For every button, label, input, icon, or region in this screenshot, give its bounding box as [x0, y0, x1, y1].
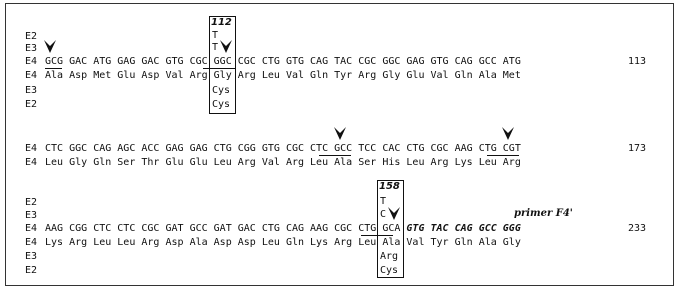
dna-codon: CTC [93, 223, 112, 234]
box-amino-acid: Arg [380, 251, 399, 262]
amino-acid: Arg [141, 237, 160, 248]
site-underline [319, 155, 351, 156]
dna-codon: GTG [165, 56, 184, 67]
amino-acid: Glu [189, 157, 208, 168]
amino-acid: Arg [502, 157, 521, 168]
amino-acid: Ala [478, 70, 497, 81]
amino-acid: Gly [382, 70, 401, 81]
amino-acid: Leu [45, 157, 64, 168]
box-letter: T [212, 42, 219, 53]
dna-codon: ACC [141, 143, 160, 154]
dna-codon: CTG [478, 143, 497, 154]
amino-acid: Asp [213, 237, 232, 248]
dna-codon: GTG [261, 143, 280, 154]
dna-codon: CGG [237, 143, 256, 154]
box-amino-acid: Cys [212, 99, 231, 110]
dna-codon: CGC [141, 223, 160, 234]
amino-acid: Gln [93, 157, 112, 168]
amino-acid: Tyr [334, 70, 353, 81]
amino-acid: Arg [237, 157, 256, 168]
dna-codon: GAC [141, 56, 160, 67]
position-number: 113 [628, 56, 647, 67]
dna-row-label: E4 [25, 223, 38, 234]
dna-codon: CTG [213, 143, 232, 154]
dna-codon: CGC [334, 223, 353, 234]
amino-acid: Ala [334, 157, 353, 168]
dna-codon: CTG [261, 223, 280, 234]
cleavage-arrow-icon [334, 127, 346, 141]
dna-codon: CGC [285, 143, 304, 154]
amino-acid: Gln [454, 237, 473, 248]
dna-codon: GCA [382, 223, 401, 234]
amino-acid: Leu [358, 237, 377, 248]
site-underline [487, 155, 519, 156]
dna-codon: AAG [45, 223, 64, 234]
dna-codon: GAT [165, 223, 184, 234]
dna-codon: CGC [237, 56, 256, 67]
dna-codon: CAG [285, 223, 304, 234]
dna-sequence-row [45, 223, 521, 235]
protein-row-label: E4 [25, 237, 38, 248]
dna-codon: CTC [310, 143, 329, 154]
dna-codon: CTG [406, 143, 425, 154]
dna-codon: GTG [430, 56, 449, 67]
allele-label-e3-bottom: E3 [25, 85, 38, 96]
allele-label-e2-top: E2 [25, 31, 38, 42]
dna-codon: GGC [382, 56, 401, 67]
allele-label-e2-top: E2 [25, 197, 38, 208]
dna-codon: CGC [358, 56, 377, 67]
amino-acid: Leu [213, 157, 232, 168]
dna-codon: CTC [117, 223, 136, 234]
dna-codon: GCC [334, 143, 353, 154]
dna-codon: ATG [502, 56, 521, 67]
box-letter: T [212, 30, 219, 41]
dna-codon: GAG [117, 56, 136, 67]
amino-acid: Arg [237, 70, 256, 81]
amino-acid: Val [430, 70, 449, 81]
amino-acid: Glu [406, 70, 425, 81]
site-underline [361, 235, 393, 236]
amino-acid: Asp [165, 237, 184, 248]
allele-label-e3-top: E3 [25, 210, 38, 221]
amino-acid: Arg [334, 237, 353, 248]
amino-acid: Gln [285, 237, 304, 248]
amino-acid: Asp [237, 237, 256, 248]
dna-codon: ATG [93, 56, 112, 67]
dna-codon: CAC [382, 143, 401, 154]
dna-codon: CAG [454, 56, 473, 67]
dna-codon: GCG [45, 56, 64, 67]
protein-sequence-row [45, 157, 521, 169]
dna-codon: GAC [69, 56, 88, 67]
amino-acid: Gln [454, 70, 473, 81]
dna-codon: CGT [502, 143, 521, 154]
amino-acid: Leu [478, 157, 497, 168]
primer-codon: TAC [430, 223, 449, 234]
cleavage-arrow-icon [44, 40, 56, 54]
amino-acid: Asp [69, 70, 88, 81]
dna-sequence-row [45, 143, 521, 155]
amino-acid: Leu [310, 157, 329, 168]
dna-codon: GCC [478, 56, 497, 67]
amino-acid: Thr [141, 157, 160, 168]
amino-acid: Glu [165, 157, 184, 168]
amino-acid: Leu [261, 70, 280, 81]
dna-codon: AGC [117, 143, 136, 154]
amino-acid: Leu [406, 157, 425, 168]
dna-sequence-row [45, 56, 521, 68]
position-number: 233 [628, 223, 647, 234]
dna-codon: AAG [454, 143, 473, 154]
protein-row-label: E4 [25, 70, 38, 81]
dna-codon: CGC [430, 143, 449, 154]
amino-acid: Leu [93, 237, 112, 248]
amino-acid: Met [502, 70, 521, 81]
amino-acid: Ser [117, 157, 136, 168]
amino-acid: Lys [45, 237, 64, 248]
amino-acid: Ala [478, 237, 497, 248]
amino-acid: Arg [430, 157, 449, 168]
box-letter: C [380, 209, 387, 220]
dna-codon: CTG [261, 56, 280, 67]
amino-acid: Arg [69, 237, 88, 248]
amino-acid: Ala [382, 237, 401, 248]
cleavage-arrow-icon [220, 40, 232, 54]
dna-codon: CAG [93, 143, 112, 154]
primer-codon: GCC [478, 223, 497, 234]
amino-acid: Ala [45, 70, 64, 81]
primer-label: primer F4' [514, 208, 573, 219]
amino-acid: Arg [189, 70, 208, 81]
site-underline [45, 68, 62, 69]
amino-acid: Ser [358, 157, 377, 168]
allele-label-e2-bottom: E2 [25, 99, 38, 110]
amino-acid: Val [261, 157, 280, 168]
dna-codon: TAC [334, 56, 353, 67]
amino-acid: Val [165, 70, 184, 81]
allele-label-e3-bottom: E3 [25, 251, 38, 262]
amino-acid: Arg [358, 70, 377, 81]
dna-codon: GGC [69, 143, 88, 154]
amino-acid: Glu [117, 70, 136, 81]
dna-codon: GAC [237, 223, 256, 234]
protein-sequence-row [45, 237, 521, 249]
box-letter: T [380, 196, 387, 207]
dna-codon: CTC [45, 143, 64, 154]
site-underline [203, 68, 235, 69]
dna-codon: GAG [165, 143, 184, 154]
dna-codon: GCC [189, 223, 208, 234]
protein-row-label: E4 [25, 157, 38, 168]
box-amino-acid: Cys [212, 85, 231, 96]
protein-sequence-row [45, 70, 521, 82]
allele-label-e2-bottom: E2 [25, 265, 38, 276]
amino-acid: Lys [454, 157, 473, 168]
codon-112-number: 112 [211, 17, 232, 28]
amino-acid: Gln [310, 70, 329, 81]
amino-acid: Gly [69, 157, 88, 168]
cleavage-arrow-icon [388, 207, 400, 221]
dna-codon: CTG [358, 223, 377, 234]
dna-codon: AAG [310, 223, 329, 234]
amino-acid: Val [406, 237, 425, 248]
dna-codon: GAT [213, 223, 232, 234]
dna-row-label: E4 [25, 143, 38, 154]
amino-acid: Gly [213, 70, 232, 81]
amino-acid: Leu [261, 237, 280, 248]
amino-acid: Gly [502, 237, 521, 248]
allele-label-e3-top: E3 [25, 43, 38, 54]
amino-acid: Lys [310, 237, 329, 248]
dna-row-label: E4 [25, 56, 38, 67]
box-amino-acid: Cys [380, 265, 399, 276]
dna-codon: GAG [406, 56, 425, 67]
dna-codon: CAG [310, 56, 329, 67]
cleavage-arrow-icon [502, 127, 514, 141]
amino-acid: His [382, 157, 401, 168]
amino-acid: Asp [141, 70, 160, 81]
primer-codon: CAG [454, 223, 473, 234]
dna-codon: TCC [358, 143, 377, 154]
primer-codon: GGG [502, 223, 521, 234]
amino-acid: Tyr [430, 237, 449, 248]
position-number: 173 [628, 143, 647, 154]
codon-158-number: 158 [379, 181, 400, 192]
amino-acid: Val [285, 70, 304, 81]
dna-codon: CGG [69, 223, 88, 234]
dna-codon: GAG [189, 143, 208, 154]
dna-codon: GGC [213, 56, 232, 67]
primer-codon: GTG [406, 223, 425, 234]
dna-codon: CGC [189, 56, 208, 67]
amino-acid: Met [93, 70, 112, 81]
amino-acid: Arg [285, 157, 304, 168]
dna-codon: GTG [285, 56, 304, 67]
amino-acid: Leu [117, 237, 136, 248]
amino-acid: Ala [189, 237, 208, 248]
